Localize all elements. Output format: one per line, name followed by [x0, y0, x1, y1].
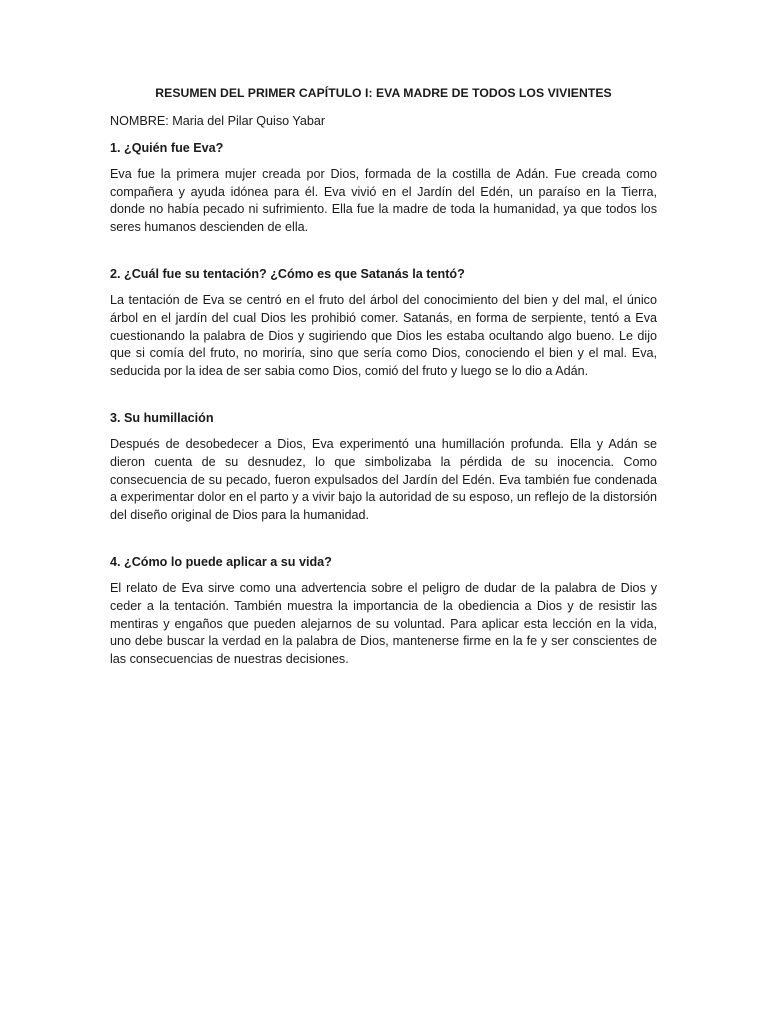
section-1 — [110, 139, 657, 236]
student-name: NOMBRE: Maria del Pilar Quiso Yabar — [110, 114, 326, 128]
question-heading: 4. ¿Cómo lo puede aplicar a su vida? — [110, 555, 332, 570]
answer-paragraph: Después de desobedecer a Dios, Eva experimentó una humillación profunda. Ella y Adán se dieron cuenta de su desnudez, lo que simbolizaba la pérdida de su inocencia. Como consecuencia de su pecado, fueron expulsados del Jardín del Edén. Eva también fue condenada a experimentar dolor en el parto y a vivir bajo la autoridad de su esposo, un reflejo de la distorsión del diseño original de Dios para la humanidad. — [110, 437, 657, 522]
section-2 — [110, 265, 657, 380]
question-heading: 3. Su humillación — [110, 411, 214, 426]
question-heading: 2. ¿Cuál fue su tentación? ¿Cómo es que Satanás la tentó? — [110, 267, 465, 282]
document-page — [110, 84, 657, 696]
section-4 — [110, 553, 657, 668]
answer-paragraph: El relato de Eva sirve como una advertencia sobre el peligro de dudar de la palabra de Dios y ceder a la tentación. También muestra la importancia de la obediencia a Dios y de resistir las mentiras y engaños que pueden alejarnos de su voluntad. Para aplicar esta lección en la vida, uno debe buscar la verdad en la palabra de Dios, mantenerse firme en la fe y ser conscientes de las consecuencias de nuestras decisiones. — [110, 581, 657, 666]
answer-paragraph: La tentación de Eva se centró en el fruto del árbol del conocimiento del bien y del mal, el único árbol en el jardín del cual Dios les prohibió comer. Satanás, en forma de serpiente, tentó a Eva cuestionando la palabra de Dios y sugiriendo que Dios les estaba ocultando algo bueno. Le dijo que si comía del fruto, no moriría, sino que sería como Dios, conociendo el bien y el mal. Eva, seducida por la idea de ser sabia como Dios, comió del fruto y luego se lo dio a Adán. — [110, 293, 657, 378]
document-title: RESUMEN DEL PRIMER CAPÍTULO I: EVA MADRE DE TODOS LOS VIVIENTES — [155, 86, 612, 100]
section-3 — [110, 409, 657, 524]
question-heading: 1. ¿Quién fue Eva? — [110, 141, 224, 155]
answer-paragraph: Eva fue la primera mujer creada por Dios, formada de la costilla de Adán. Fue creada como compañera y ayuda idónea para él. Eva vivió en el Jardín del Edén, un paraíso en la Tierra, donde no había pecado ni sufrimiento. Ella fue la madre de toda la humanidad, ya que todos los seres humanos descienden de ella. — [110, 167, 657, 234]
